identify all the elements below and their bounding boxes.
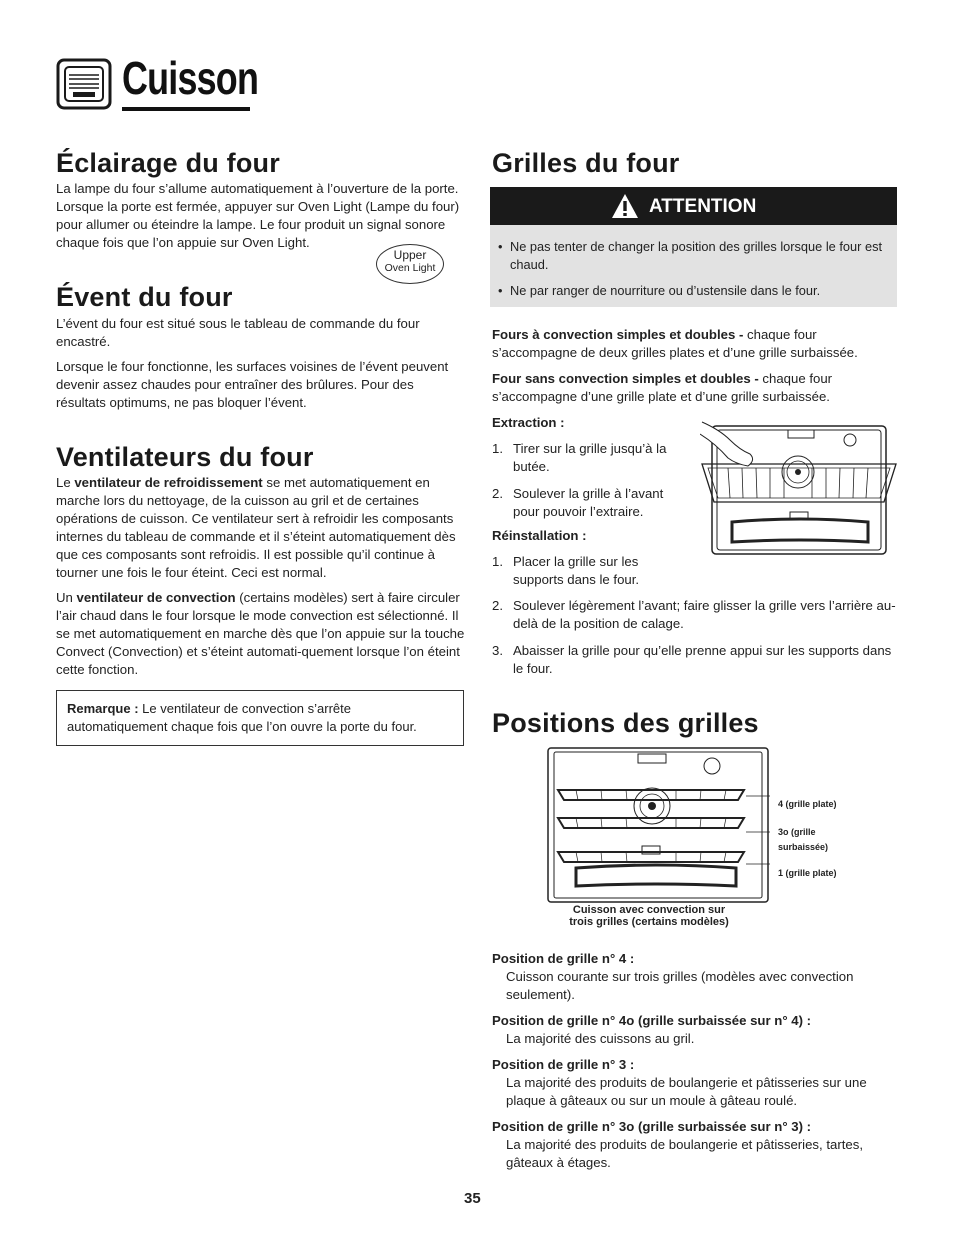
reinstall-step: 3. Abaisser la grille pour qu’elle prenne appui sur les supports dans le four.: [492, 643, 892, 676]
title-underline: [122, 107, 250, 111]
page-number: 35: [464, 1190, 481, 1207]
position-desc: Cuisson courante sur trois grilles (modèles avec convection seulement).: [506, 969, 854, 1002]
reinstall-list-b: [492, 597, 899, 687]
extraction-title: Extraction :: [492, 415, 565, 430]
reinstall-list-a: [492, 553, 662, 598]
extraction-step: 1. Tirer sur la grille jusqu’à la butée.: [492, 441, 667, 474]
attention-box: [490, 187, 897, 307]
extraction-step: 2. Soulever la grille à l’avant pour pouvoir l’extraire.: [492, 486, 664, 519]
positions-caption: Cuisson avec convection sur trois grilles (certains modèles): [569, 904, 729, 928]
header: [56, 52, 259, 116]
position-title: Position de grille n° 4o (grille surbaissée sur n° 4) :: [492, 1013, 812, 1028]
attention-item: • Ne par ranger de nourriture ou d’ustensile dans le four.: [498, 283, 821, 298]
key-line-2: Oven Light: [384, 262, 436, 274]
oven-icon: [56, 58, 112, 110]
rack-positions-illustration: [546, 746, 770, 904]
warning-icon: [611, 193, 639, 219]
position-desc: La majorité des produits de boulangerie et pâtisseries, tartes, gâteaux à étages.: [506, 1137, 863, 1170]
convection-text: Fours à convection simples et doubles - chaque four s’accompagne de deux grilles plates et d’une grille surbaissée.: [492, 327, 858, 360]
rack-extraction-illustration: [700, 420, 900, 556]
reinstall-step: 1. Placer la grille sur les supports dans le four.: [492, 554, 640, 587]
reinstall-step: 2. Soulever légèrement l’avant; faire glisser la grille vers l’arrière au-delà de la position de calage.: [492, 598, 896, 631]
attention-header: [490, 187, 897, 225]
positions-list: [492, 950, 897, 1172]
key-line-1: Upper: [393, 248, 427, 262]
attention-item: • Ne pas tenter de changer la position des grilles lorsque le four est chaud.: [498, 239, 883, 272]
ventilateurs-heading: Ventilateurs du four: [56, 442, 314, 472]
positions-heading: Positions des grilles: [492, 708, 759, 738]
reinstall-title: Réinstallation :: [492, 528, 587, 543]
event-text-1: L’évent du four est situé sous le tableau de commande du four encastré.: [56, 316, 420, 349]
label-rack-3o: 3o (grille surbaissée): [778, 827, 829, 852]
position-title: Position de grille n° 3o (grille surbaissée sur n° 3) :: [492, 1119, 812, 1134]
event-text-2: Lorsque le four fonctionne, les surfaces voisines de l’évent peuvent devenir assez chaudes pour entraîner des brûlures. Pour des résultats optimums, ne pas bloquer l’évent.: [56, 359, 449, 410]
event-heading: Évent du four: [56, 282, 233, 312]
attention-list: [490, 225, 897, 300]
position-title: Position de grille n° 4 :: [492, 951, 635, 966]
label-rack-4: 4 (grille plate): [778, 799, 837, 809]
extraction-list: [492, 440, 682, 530]
grilles-heading: Grilles du four: [492, 148, 680, 178]
ventilateurs-text-2: Un ventilateur de convection (certains modèles) sert à faire circuler l’air chaud dans le four lorsque le mode convection est sélectionné. Il se met automatiquement en marche dès que l’on appuie sur la touche Convect (Convection) et s’éteint automati-quement lorsque l’on éteint cette fonction.: [56, 590, 465, 677]
eclairage-text: La lampe du four s’allume automatiquement à l’ouverture de la porte. Lorsque la porte est fermée, appuyer sur Oven Light (Lampe du four) pour allumer ou éteindre la lampe. Le four produit un signal sonore chaque fois que l’on appuie sur Oven Light.: [56, 181, 460, 250]
eclairage-heading: Éclairage du four: [56, 148, 280, 178]
position-desc: La majorité des produits de boulangerie et pâtisseries sur une plaque à gâteaux ou sur un moule à gâteau roulé.: [506, 1075, 867, 1108]
attention-label: ATTENTION: [649, 196, 757, 217]
remarque-box: [56, 690, 464, 746]
position-title: Position de grille n° 3 :: [492, 1057, 635, 1072]
position-desc: La majorité des cuissons au gril.: [506, 1031, 695, 1046]
ventilateurs-text-1: Le ventilateur de refroidissement se met automatiquement en marche lors du nettoyage, de la cuisson au gril et de certaines opérations de cuisson. Ce ventilateur sert à refroidir les composants internes du tableau de commande et il s’éteint automatiquement dès que ces composants sont refroidis. Il est possible qu’il continue à tourner une fois le four éteint. Ceci est normal.: [56, 475, 456, 580]
oven-light-key: [376, 244, 444, 284]
label-rack-1: 1 (grille plate): [778, 868, 837, 878]
no-convection-text: Four sans convection simples et doubles - chaque four s’accompagne d’une grille plate et d’une grille surbaissée.: [492, 371, 833, 404]
page-title: Cuisson: [122, 52, 259, 104]
remarque-text: Remarque : Le ventilateur de convection s’arrête automatiquement chaque fois que l’on ouvre la porte du four.: [67, 701, 417, 734]
